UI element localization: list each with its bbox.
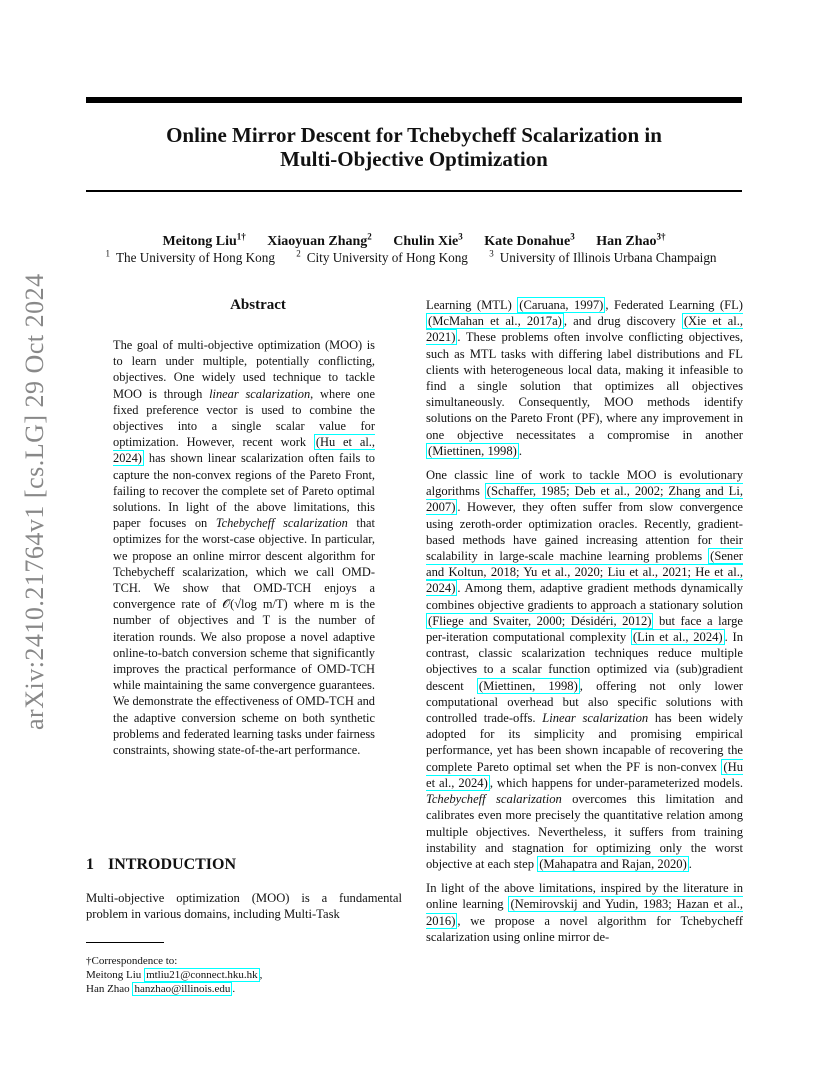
author: Meitong Liu$^{1\dagger}$ bbox=[162, 231, 246, 249]
citation-link[interactable]: (Sener and Koltun, 2018; Yu et al., 2020; Liu et al., 2021; He et al., 2024) bbox=[426, 549, 743, 596]
footnote-rule bbox=[86, 942, 164, 943]
email-link[interactable]: hanzhao@illinois.edu bbox=[134, 983, 231, 995]
author-list bbox=[86, 231, 742, 250]
author: Han Zhao$^{3\dagger}$ bbox=[596, 231, 666, 249]
title-line-1: Online Mirror Descent for Tchebycheff Scalarization in bbox=[166, 123, 662, 147]
title-line-2: Multi-Objective Optimization bbox=[280, 147, 548, 171]
citation-link[interactable]: (Schaffer, 1985; Deb et al., 2002; Zhang and Li, 2007) bbox=[426, 484, 743, 515]
affiliation: $^1$ The University of Hong Kong bbox=[105, 248, 275, 265]
intro-paragraph: Multi-objective optimization (MOO) is a fundamental problem in various domains, including Multi-Task bbox=[86, 891, 402, 921]
abstract-heading: Abstract bbox=[230, 297, 286, 313]
citation-link[interactable]: (Hu et al., 2024) bbox=[113, 435, 375, 466]
paragraph: One classic line of work to tackle MOO is evolutionary algorithms (Schaffer, 1985; Deb et al., 2002; Zhang and Li, 2007) . However, they often suffer from slow convergence using zeroth-order optimization oracles. Recently, gradient-based methods have gained increasing attention for their scalability in large-scale machine learning problems (Sener and Koltun, 2018; Yu et al., 2020; Liu et al., 2021; He et al., 2024) . Among them, adaptive gradient methods dynamically combines objective gradients to approach a stationary solution (Fliege and Svaiter, 2000; Désidéri, 2012) but face a large per-iteration computational complexity (Lin et al., 2024) . In contrast, classic scalarization techniques reduce multiple objectives to a scalar function optimized via (sub)gradient descent (Miettinen, 1998) , offering not only lower computational overhead but also specific solutions with controlled trade-offs. Linear scalarization has been widely adopted for its simplicity and promising empirical performance, yet has been shown incapable of recovering the complete Pareto optimal set when the PF is non-convex (Hu et al., 2024) , which happens for under-parameterized models. Tchebycheff scalarization overcomes this limitation and calibrates even more precisely the quantitative relation among multiple objectives. Nevertheless, it suffers from training instability and stagnation for optimizing only the worst objective at each step (Mahapatra and Rajan, 2020) . bbox=[426, 468, 744, 871]
right-column bbox=[426, 297, 743, 953]
email-link[interactable]: mtliu21@connect.hku.hk bbox=[146, 969, 258, 981]
section-heading: 1 INTRODUCTION bbox=[86, 856, 237, 873]
arxiv-watermark: arXiv:2410.21764v1 [cs.LG] 29 Oct 2024 bbox=[20, 273, 49, 730]
citation-link[interactable]: (Miettinen, 1998) bbox=[478, 678, 578, 693]
citation-link[interactable]: (Nemirovskij and Yudin, 1983; Hazan et al., 2016) bbox=[426, 897, 743, 928]
footnote: †Correspondence to: Meitong Liu mtliu21@connect.hku.hk , Han Zhao hanzhao@illinois.edu . bbox=[86, 955, 263, 995]
affiliation-list bbox=[86, 250, 742, 266]
citation-link[interactable]: (McMahan et al., 2017a) bbox=[428, 314, 562, 329]
affiliation: $^3$ University of Illinois Urbana Champaign bbox=[489, 248, 717, 265]
citation-link[interactable]: (Lin et al., 2024) bbox=[632, 630, 723, 645]
author: Kate Donahue$^3$ bbox=[484, 231, 575, 249]
affiliation: $^2$ City University of Hong Kong bbox=[296, 248, 468, 265]
author: Xiaoyuan Zhang$^2$ bbox=[267, 231, 372, 249]
citation-link[interactable]: (Fliege and Svaiter, 2000; Désidéri, 2012) bbox=[428, 613, 652, 628]
title-rule bbox=[86, 190, 742, 192]
citation-link[interactable]: (Caruana, 1997) bbox=[519, 298, 604, 312]
citation-link[interactable]: (Mahapatra and Rajan, 2020) bbox=[539, 856, 687, 871]
paragraph: In light of the above limitations, inspired by the literature in online learning (Nemirovskij and Yudin, 1983; Hazan et al., 2016) , we propose a novel algorithm for Tchebycheff scalarization using online mirror de- bbox=[426, 881, 743, 944]
citation-link[interactable]: (Miettinen, 1998) bbox=[428, 443, 517, 458]
top-rule bbox=[86, 97, 742, 103]
abstract-body: The goal of multi-objective optimization (MOO) is to learn under multiple, potentially conflicting, objectives. One widely used technique to tackle MOO is through linear scalarization, where one fixed preference vector is used to combine the objectives into a single scalar value for optimization. However, recent work (Hu et al., 2024) has shown linear scalarization often fails to capture the non-convex regions of the Pareto Front, failing to recover the complete set of Pareto optimal solutions. In light of the above limitations, this paper focuses on Tchebycheff scalarization that optimizes for the worst-case objective. In particular, we propose an online mirror descent algorithm for Tchebycheff scalarization, which we call OMD-TCH. We show that OMD-TCH enjoys a convergence rate of 𝒪(√log m/T) where m is the number of objectives and T is the number of iteration rounds. We also propose a novel adaptive online-to-batch conversion scheme that significantly improves the practical performance of OMD-TCH while maintaining the same convergence guarantees. We demonstrate the effectiveness of OMD-TCH and the adaptive conversion scheme on both synthetic problems and federated learning tasks under fairness constraints, showing state-of-the-art performance. bbox=[113, 338, 375, 758]
paper-title bbox=[86, 123, 742, 171]
citation-link[interactable]: (Xie et al., 2021) bbox=[426, 314, 743, 345]
author: Chulin Xie$^3$ bbox=[393, 231, 463, 249]
paragraph: Learning (MTL) (Caruana, 1997) , Federated Learning (FL) (McMahan et al., 2017a) , and drug discovery (Xie et al., 2021) . These problems often involve conflicting objectives, such as MTL tasks with differing label distributions and FL clients with heterogeneous local data, making it infeasible to find a single solution that optimizes all objectives simultaneously. Consequently, MOO methods identify solutions on the Pareto Front (PF), where any improvement in one objective necessitates a compromise in another (Miettinen, 1998) . bbox=[426, 298, 743, 458]
citation-link[interactable]: (Hu et al., 2024) bbox=[426, 759, 743, 790]
